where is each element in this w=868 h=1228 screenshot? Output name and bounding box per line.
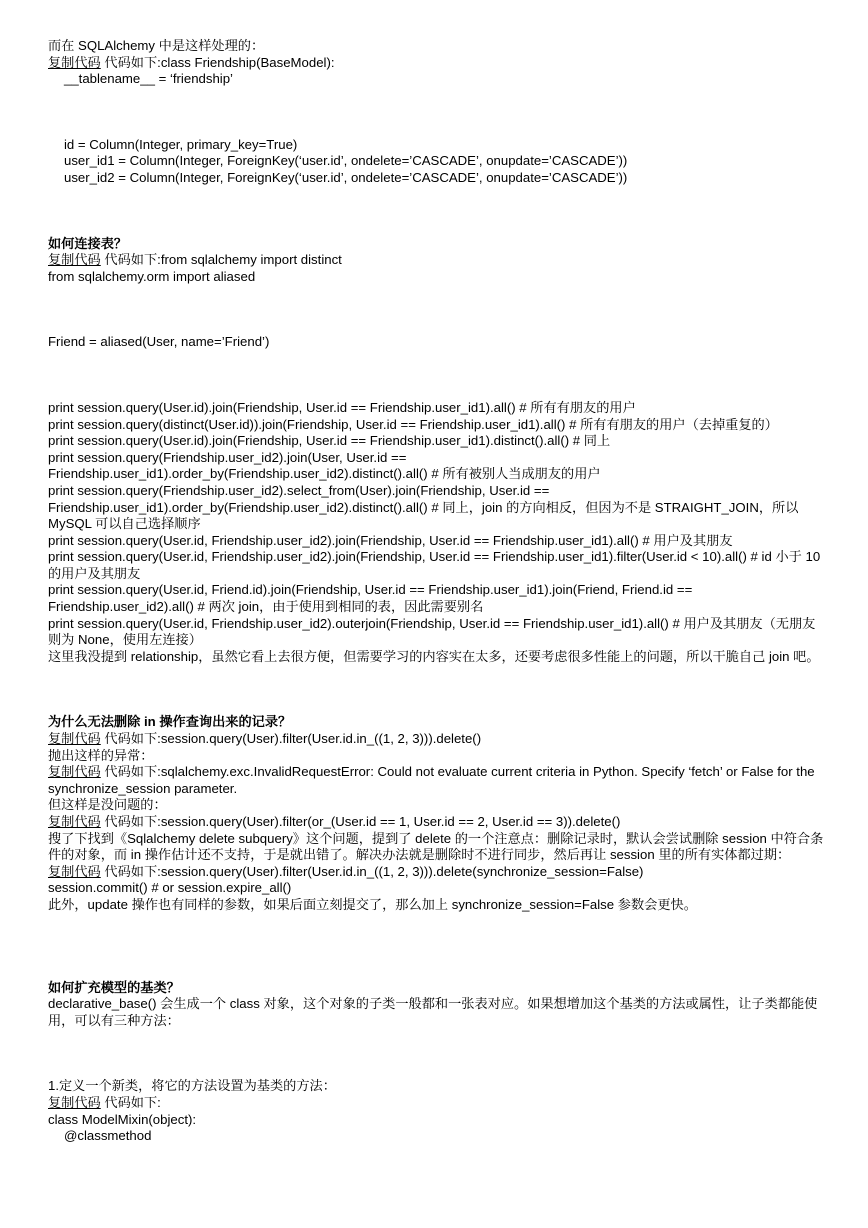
copy-code-link[interactable]: 复制代码 <box>48 863 101 879</box>
code-block-line <box>48 731 828 748</box>
copy-code-link[interactable]: 复制代码 <box>48 814 101 829</box>
code-line: __tablename__ = ‘friendship’ <box>64 71 233 87</box>
code-line: print session.query(User.id).join(Friendship, User.id == Friendship.user_id1).all() # 所有有朋友的用户 <box>48 399 636 415</box>
code-line: print session.query(distinct(User.id)).join(Friendship, User.id == Friendship.user_id1).all() # 所有有朋友的用户（去掉重复的） <box>48 416 778 432</box>
code-line: @classmethod <box>64 1128 152 1144</box>
copy-code-link[interactable]: 复制代码 <box>48 731 101 747</box>
code-block-line <box>48 252 828 269</box>
copy-code-link[interactable]: 复制代码 <box>48 252 101 268</box>
paragraph: 但这样是没问题的： <box>48 797 167 813</box>
paragraph: 搜了下找到《Sqlalchemy delete subquery》这个问题，提到了 delete 的一个注意点：删除记录时，默认会尝试删除 session 中符合条件的对象，而 in 操作估计还不支持，于是就出错了。解决办法就是删除时不进行同步，然后再让 session 里的所有实体都过期： <box>48 830 824 863</box>
code-line: user_id1 = Column(Integer, ForeignKey(‘user.id’, ondelete=’CASCADE’, onupdate=’CASCADE’)) <box>64 153 628 169</box>
section-heading: 如何扩充模型的基类？ <box>48 979 180 995</box>
intro-text: 而在 SQLAlchemy 中是这样处理的： <box>48 38 265 53</box>
code-line: print session.query(User.id).join(Friendship, User.id == Friendship.user_id1).distinct().all() # 同上 <box>48 433 611 449</box>
code-text: 代码如下:session.query(User).filter(User.id.in_((1, 2, 3))).delete() <box>100 731 482 747</box>
copy-code-link[interactable]: 复制代码 <box>48 54 101 70</box>
code-line: from sqlalchemy.orm import aliased <box>48 268 256 284</box>
code-line: print session.query(User.id, Friendship.user_id2).join(Friendship, User.id == Friendship.user_id1).filter(User.id < 10).all() # id 小于 10 的用户及其朋友 <box>48 549 821 581</box>
code-line: print session.query(User.id, Friendship.user_id2).outerjoin(Friendship, User.id == Friendship.user_id1).all() # 用户及其朋友（无朋友则为 None，使用左连接） <box>48 615 816 648</box>
copy-code-link[interactable]: 复制代码 <box>48 1094 101 1110</box>
code-line: print session.query(Friendship.user_id2).select_from(User).join(Friendship, User.id == <box>48 482 550 498</box>
code-text: 代码如下:sqlalchemy.exc.InvalidRequestError: Could not evaluate current criteria in Python. Specify ‘fetch’ or False for the synchronize_session parameter. <box>48 764 815 796</box>
code-line: Friendship.user_id1).order_by(Friendship.user_id2).distinct().all() # 所有被别人当成朋友的用户 <box>48 466 601 482</box>
code-block-line <box>48 55 828 72</box>
code-block-line <box>48 764 828 797</box>
paragraph: 这里我没提到 relationship，虽然它看上去很方便，但需要学习的内容实在太多，还要考虑很多性能上的问题，所以干脆自己 join 吧。 <box>48 648 820 664</box>
section-heading: 如何连接表？ <box>48 235 128 251</box>
code-text: 代码如下:session.query(User).filter(User.id.in_((1, 2, 3))).delete(synchronize_session=False) <box>100 863 644 879</box>
code-line: print session.query(User.id, Friendship.user_id2).join(Friendship, User.id == Friendship.user_id1).all() # 用户及其朋友 <box>48 532 733 548</box>
paragraph: 抛出这样的异常： <box>48 747 154 763</box>
code-line: Friendship.user_id1).order_by(Friendship.user_id2).distinct().all() # 同上，join 的方向相反，但因为不是 STRAIGHT_JOIN，所以 MySQL 可以自己选择顺序 <box>48 499 799 532</box>
code-line: Friendship.user_id2).all() # 两次 join，由于使用到相同的表，因此需要别名 <box>48 599 484 615</box>
code-block-line <box>48 1095 828 1112</box>
code-line: Friend = aliased(User, name=’Friend’) <box>48 334 270 350</box>
code-line: session.commit() # or session.expire_all() <box>48 880 292 896</box>
code-block-line <box>48 864 828 881</box>
code-text: 代码如下: <box>100 1094 161 1110</box>
code-line: user_id2 = Column(Integer, ForeignKey(‘user.id’, ondelete=’CASCADE’, onupdate=’CASCADE’)) <box>64 169 628 185</box>
copy-code-link[interactable]: 复制代码 <box>48 764 101 780</box>
document-body <box>48 38 828 1145</box>
paragraph: 此外，update 操作也有同样的参数，如果后面立刻提交了，那么加上 synchronize_session=False 参数会更快。 <box>48 896 697 912</box>
code-text: 代码如下:session.query(User).filter(or_(User.id == 1, User.id == 2, User.id == 3)).delete() <box>100 814 621 829</box>
code-text: 代码如下:class Friendship(BaseModel): <box>100 54 335 70</box>
code-line: print session.query(Friendship.user_id2).join(User, User.id == <box>48 449 407 465</box>
code-text: 代码如下:from sqlalchemy import distinct <box>100 252 342 268</box>
section-heading: 为什么无法删除 in 操作查询出来的记录？ <box>48 714 292 730</box>
code-block-line <box>48 814 828 831</box>
code-line: class ModelMixin(object): <box>48 1111 197 1127</box>
code-line: print session.query(User.id, Friend.id).join(Friendship, User.id == Friendship.user_id1).join(Friend, Friend.id == <box>48 582 693 598</box>
paragraph: 1.定义一个新类，将它的方法设置为基类的方法： <box>48 1078 336 1094</box>
code-line: id = Column(Integer, primary_key=True) <box>64 136 298 152</box>
paragraph: declarative_base() 会生成一个 class 对象，这个对象的子类一般都和一张表对应。如果想增加这个基类的方法或属性，让子类都能使用，可以有三种方法： <box>48 996 818 1028</box>
